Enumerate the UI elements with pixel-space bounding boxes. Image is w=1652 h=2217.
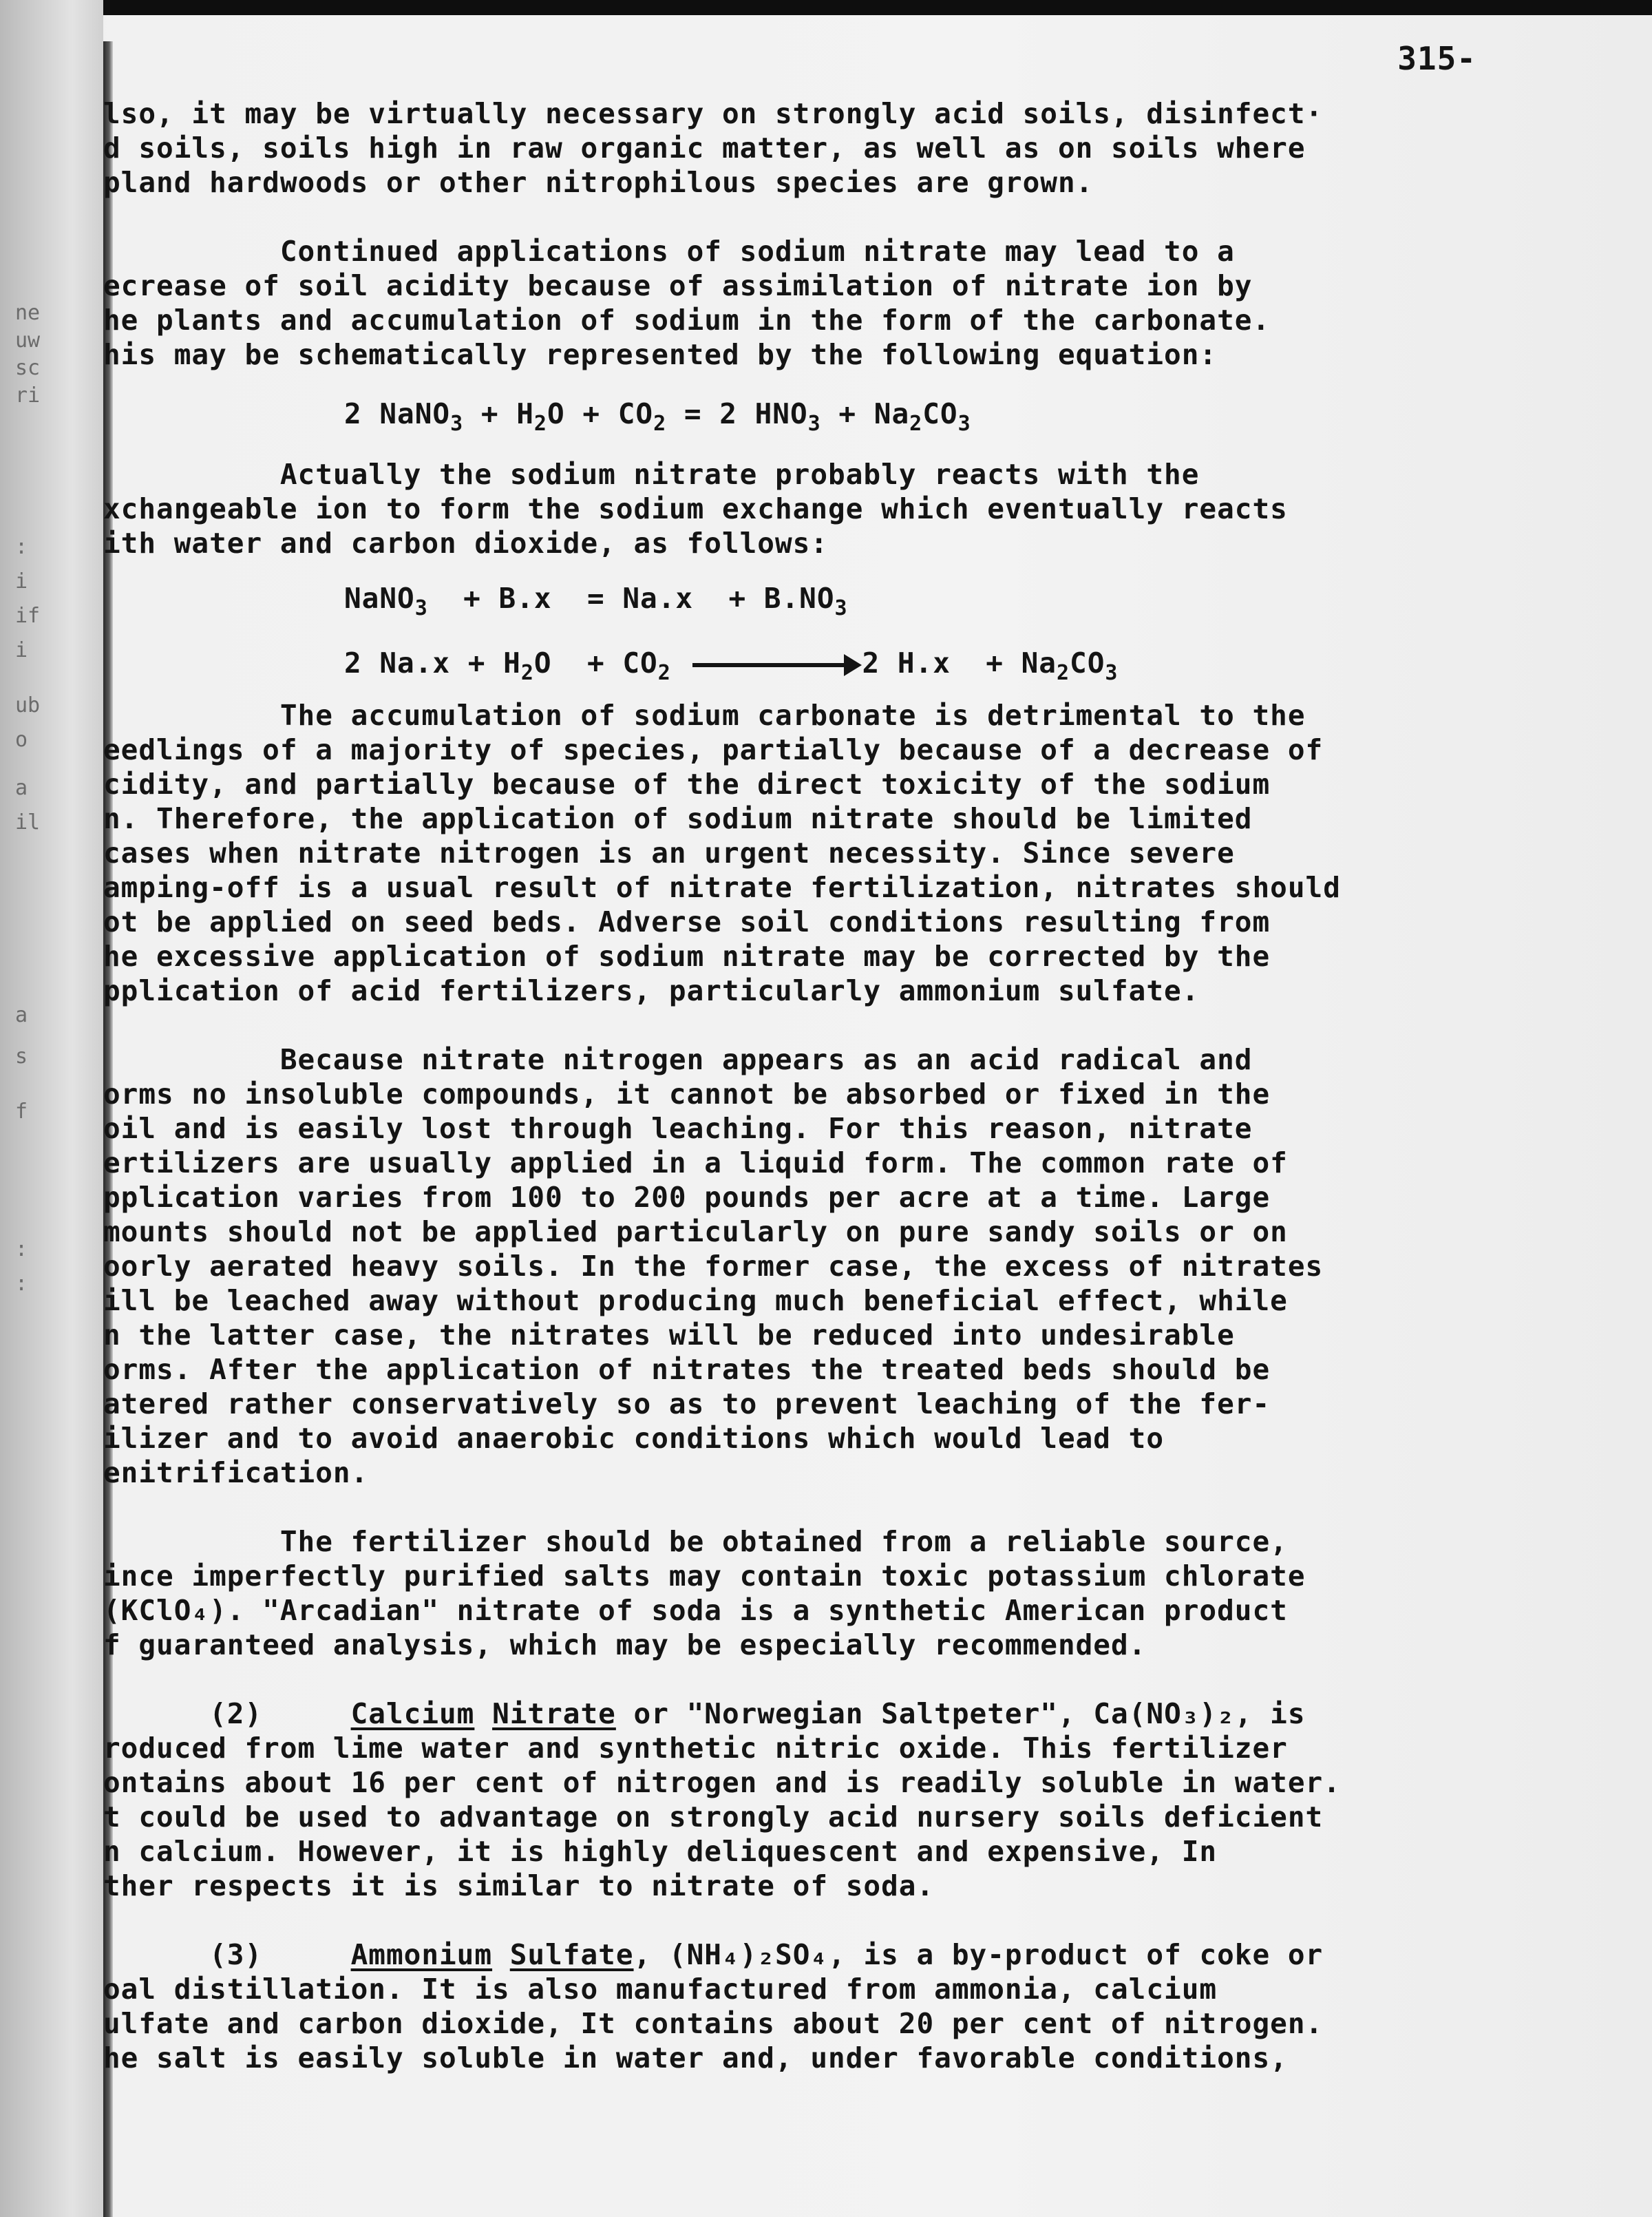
text-line: ertilizers are usually applied in a liquid form. The common rate of xyxy=(103,1146,1288,1179)
facing-page-edge xyxy=(0,0,103,2217)
text-line: oorly aerated heavy soils. In the former case, the excess of nitrates xyxy=(103,1250,1324,1283)
text-line: oal distillation. It is also manufactured from ammonia, calcium xyxy=(103,1973,1218,2006)
equation-3: 2 $Na.x + H_2O + CO_2$ 2 $H.x + Na_2CO_3$ xyxy=(344,647,1119,685)
margin-fragment: sc xyxy=(15,356,41,380)
text-line: Actually the sodium nitrate probably reacts with the xyxy=(103,458,1200,491)
text-line: ot be applied on seed beds. Adverse soil conditions resulting from xyxy=(103,905,1271,938)
heading-word: Calcium xyxy=(350,1697,475,1730)
margin-fragment: a xyxy=(15,1003,28,1027)
margin-fragment: i xyxy=(15,569,28,593)
heading-word: Sulfate xyxy=(509,1938,634,1971)
text-line: orms no insoluble compounds, it cannot be absorbed or fixed in the xyxy=(103,1078,1271,1111)
text-line: he salt is easily soluble in water and, under favorable conditions, xyxy=(103,2041,1288,2074)
text-line: atered rather conservatively so as to prevent leaching of the fer- xyxy=(103,1387,1271,1420)
text-line: (KClO₄). "Arcadian" nitrate of soda is a synthetic American product xyxy=(103,1594,1288,1627)
page-body xyxy=(103,96,1535,2075)
text-line: xchangeable ion to form the sodium exchange which eventually reacts xyxy=(103,492,1288,525)
text-line: pplication varies from 100 to 200 pounds per acre at a time. Large xyxy=(103,1181,1271,1214)
scan-top-edge xyxy=(0,0,1652,15)
text-line: (3) Ammonium Sulfate, (NH₄)₂SO₄, is a by-product of coke or xyxy=(103,1938,1324,1971)
text-line: ontains about 16 per cent of nitrogen and is readily soluble in water. xyxy=(103,1766,1341,1799)
margin-fragment: i xyxy=(15,638,28,662)
text-line: he excessive application of sodium nitrate may be corrected by the xyxy=(103,940,1271,973)
text-line: cases when nitrate nitrogen is an urgent necessity. Since severe xyxy=(103,837,1235,870)
paragraph-calcium-nitrate xyxy=(103,1696,1535,1903)
paragraph-5 xyxy=(103,1042,1535,1490)
margin-fragment: : xyxy=(15,1272,28,1296)
margin-fragment: s xyxy=(15,1044,28,1069)
margin-fragment: if xyxy=(15,604,41,628)
text-line: Continued applications of sodium nitrate may lead to a xyxy=(103,235,1235,268)
heading-word: Nitrate xyxy=(492,1697,616,1730)
text-line: enitrification. xyxy=(103,1456,369,1489)
text-line: his may be schematically represented by the following equation: xyxy=(103,338,1218,371)
paragraph-4 xyxy=(103,698,1535,1008)
paragraph-3 xyxy=(103,457,1535,560)
text-line: eedlings of a majority of species, partially because of a decrease of xyxy=(103,733,1324,766)
text-line: pplication of acid fertilizers, particularly ammonium sulfate. xyxy=(103,974,1200,1007)
text-line: oil and is easily lost through leaching. For this reason, nitrate xyxy=(103,1112,1253,1145)
text-line: cidity, and partially because of the direct toxicity of the sodium xyxy=(103,768,1271,801)
text-line: ith water and carbon dioxide, as follows: xyxy=(103,527,829,560)
text-line: n calcium. However, it is highly deliquescent and expensive, In xyxy=(103,1835,1218,1868)
margin-fragment: f xyxy=(15,1100,28,1124)
text-line: The fertilizer should be obtained from a reliable source, xyxy=(103,1525,1288,1558)
text-line: (2) Calcium Nitrate or "Norwegian Saltpeter", Ca(NO₃)₂, is xyxy=(103,1697,1306,1730)
equation-2: NaNO$_3$ + $B.x = Na.x + B.NO_3$ xyxy=(344,582,848,620)
text-line: The accumulation of sodium carbonate is detrimental to the xyxy=(103,699,1306,732)
margin-fragment: a xyxy=(15,776,28,800)
text-line: amping-off is a usual result of nitrate fertilization, nitrates should xyxy=(103,871,1341,904)
text-line: n the latter case, the nitrates will be reduced into undesirable xyxy=(103,1318,1235,1352)
paragraph-ammonium-sulfate xyxy=(103,1937,1535,2075)
text-line: ill be leached away without producing much beneficial effect, while xyxy=(103,1284,1288,1317)
text-line: ince imperfectly purified salts may contain toxic potassium chlorate xyxy=(103,1559,1306,1593)
text-line: orms. After the application of nitrates the treated beds should be xyxy=(103,1353,1271,1386)
paragraph-2 xyxy=(103,234,1535,372)
text-line: ecrease of soil acidity because of assimilation of nitrate ion by xyxy=(103,269,1253,302)
text-line: lso, it may be virtually necessary on strongly acid soils, disinfect· xyxy=(103,97,1324,130)
page-number: 315- xyxy=(1397,40,1476,77)
text-line: mounts should not be applied particularly on pure sandy soils or on xyxy=(103,1215,1288,1248)
text-line: pland hardwoods or other nitrophilous species are grown. xyxy=(103,166,1094,199)
text-line: f guaranteed analysis, which may be especially recommended. xyxy=(103,1628,1147,1661)
text-line: roduced from lime water and synthetic nitric oxide. This fertilizer xyxy=(103,1732,1288,1765)
margin-fragment: : xyxy=(15,535,28,559)
text-line: ther respects it is similar to nitrate of soda. xyxy=(103,1869,935,1902)
reaction-arrow-icon xyxy=(692,663,858,667)
text-line: t could be used to advantage on strongly acid nursery soils deficient xyxy=(103,1800,1324,1834)
text-line: he plants and accumulation of sodium in the form of the carbonate. xyxy=(103,304,1271,337)
text-line: Because nitrate nitrogen appears as an acid radical and xyxy=(103,1043,1253,1076)
text-line: d soils, soils high in raw organic matter, as well as on soils where xyxy=(103,132,1306,165)
paragraph-6 xyxy=(103,1524,1535,1662)
text-line: ulfate and carbon dioxide, It contains about 20 per cent of nitrogen. xyxy=(103,2007,1324,2040)
margin-fragment: il xyxy=(15,810,41,834)
text-line: ilizer and to avoid anaerobic conditions which would lead to xyxy=(103,1422,1165,1455)
margin-fragment: : xyxy=(15,1237,28,1261)
text-line: n. Therefore, the application of sodium nitrate should be limited xyxy=(103,802,1253,835)
margin-fragment: ri xyxy=(15,383,41,408)
margin-fragment: ub xyxy=(15,693,41,717)
heading-word: Ammonium xyxy=(350,1938,493,1971)
margin-fragment: o xyxy=(15,728,28,752)
equation-1: 2 NaNO$_3$ + $H_2O + CO_2 = 2$ $HNO_3 + Na_2CO_3$ xyxy=(344,397,971,436)
paragraph-1 xyxy=(103,96,1535,200)
margin-fragment: uw xyxy=(15,328,41,353)
margin-fragment: ne xyxy=(15,301,41,325)
